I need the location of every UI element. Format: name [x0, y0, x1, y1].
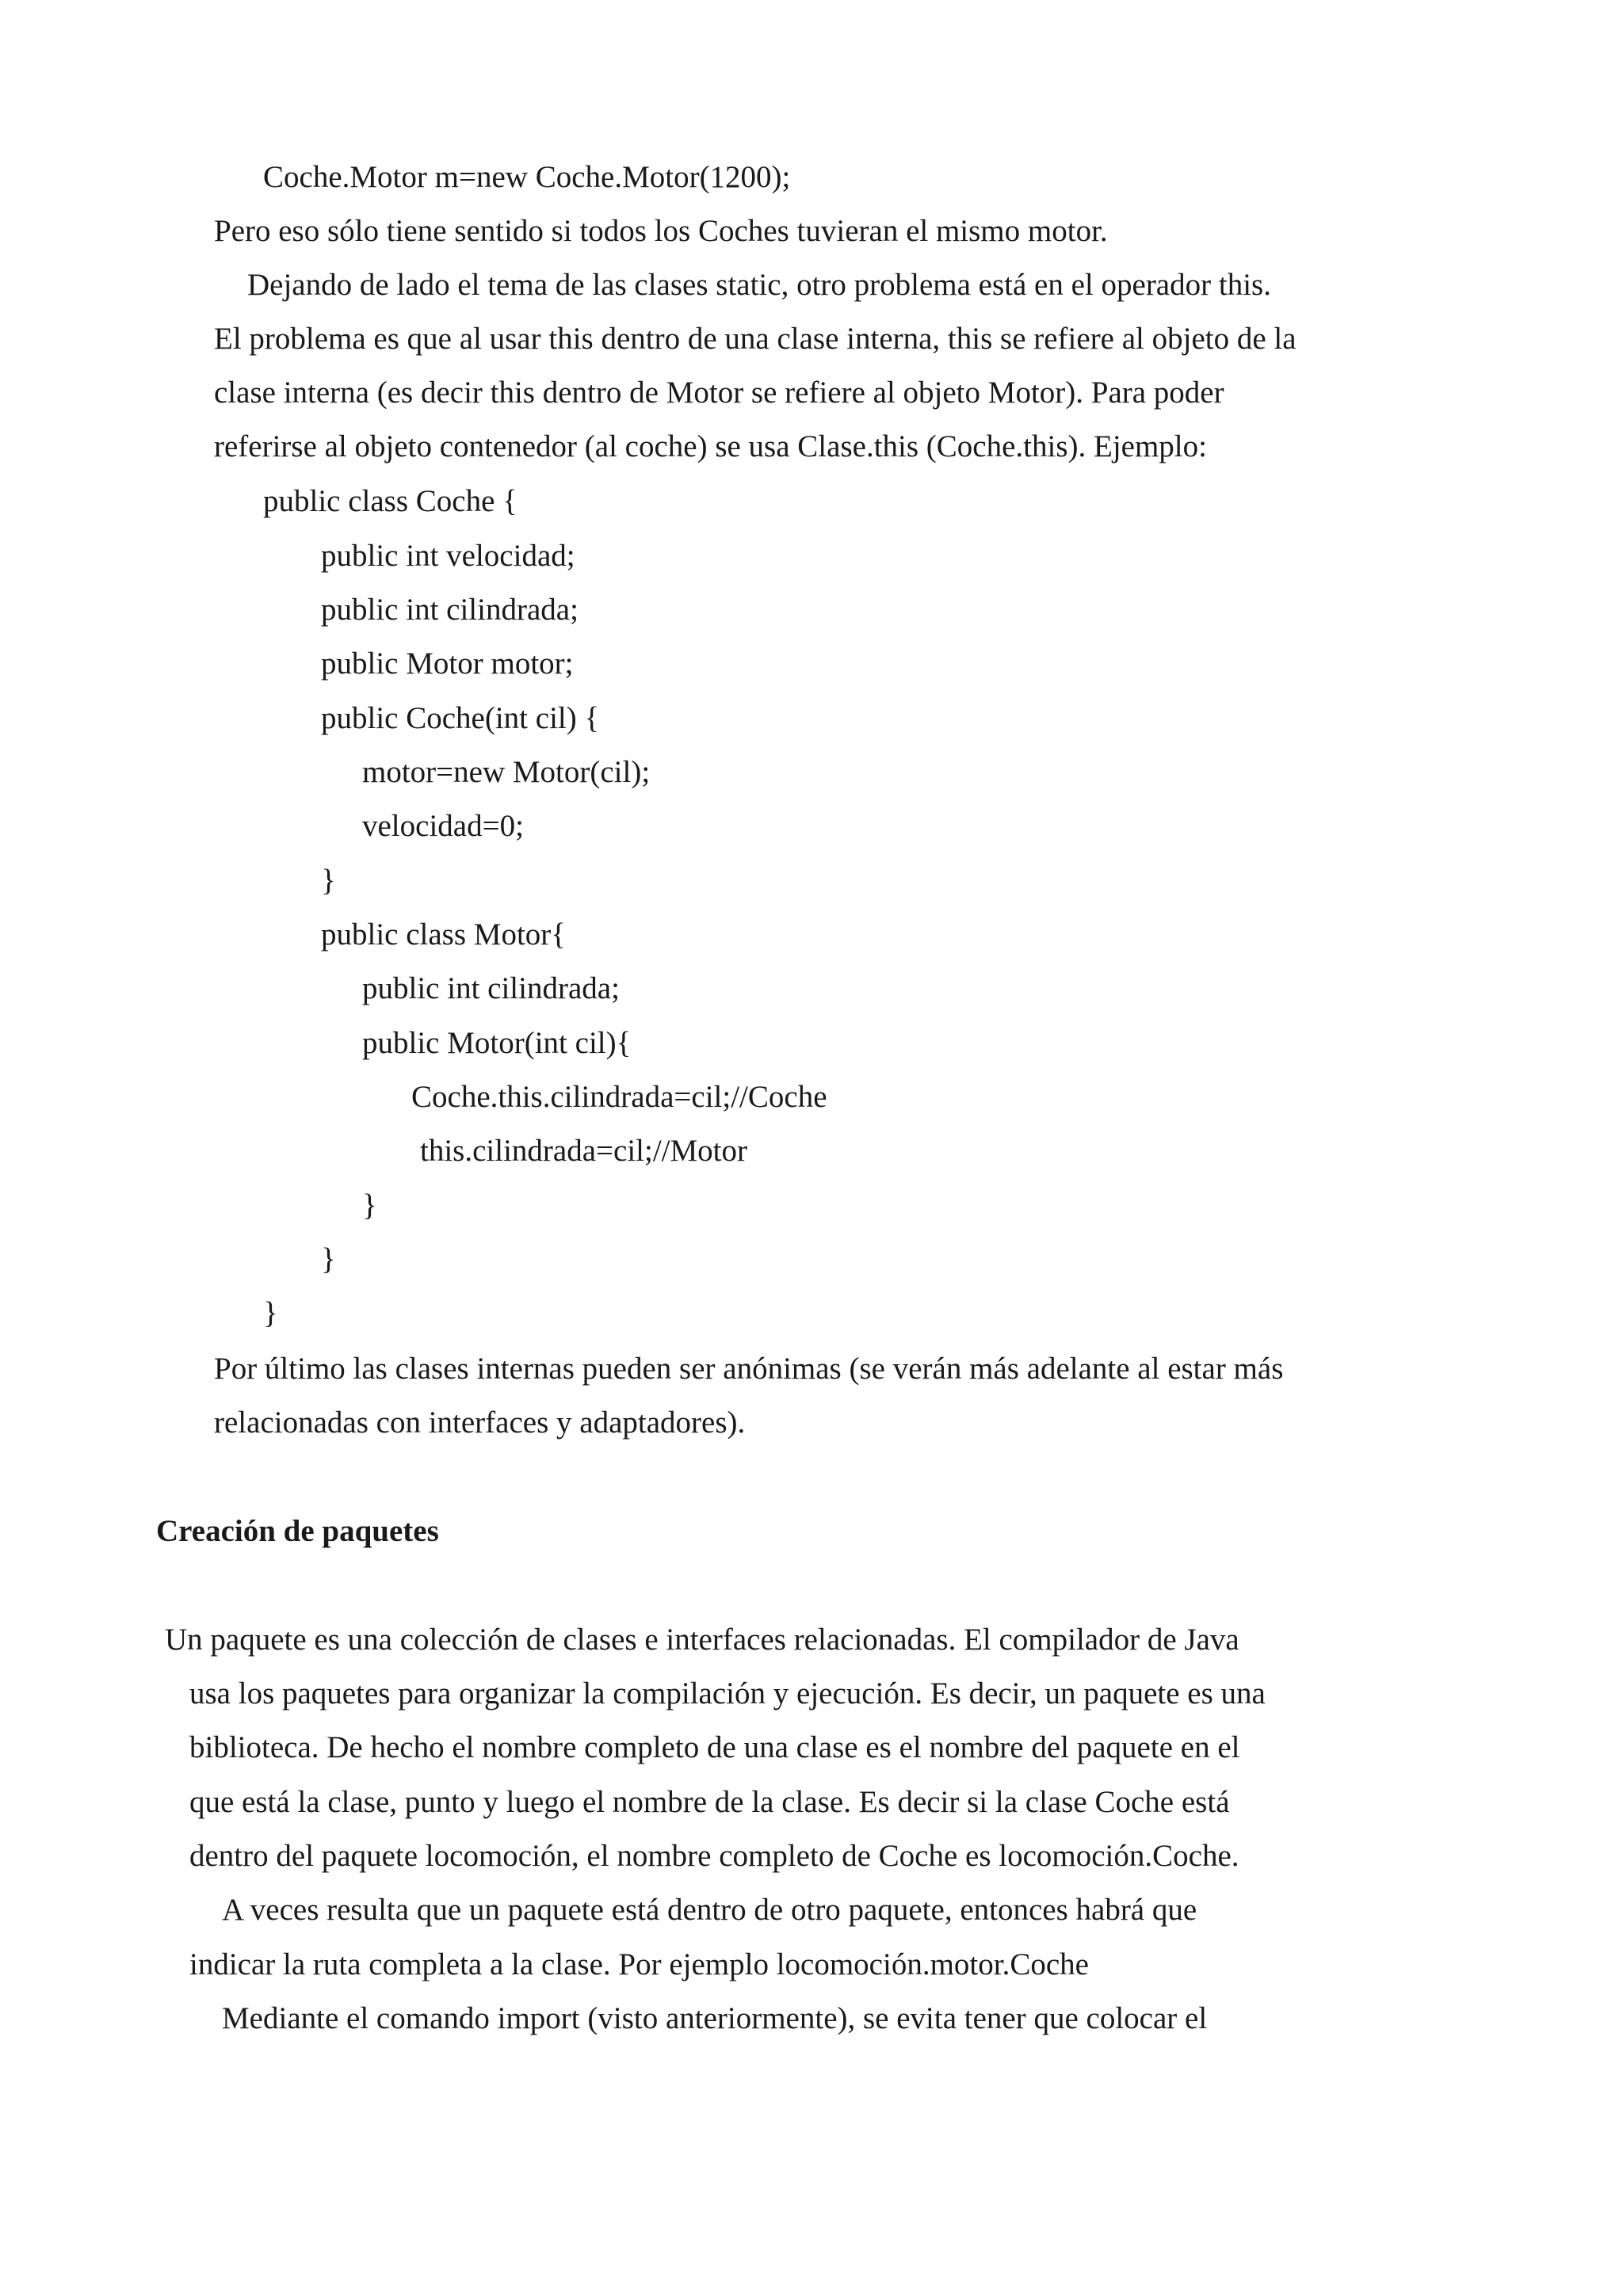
code-line: }	[321, 864, 336, 898]
code-line: velocidad=0;	[362, 809, 524, 843]
code-line: public int velocidad;	[321, 539, 575, 573]
paragraph-line: A veces resulta que un paquete está dentro de otro paquete, entonces habrá que	[222, 1893, 1197, 1927]
code-line: Coche.this.cilindrada=cil;//Coche	[411, 1080, 827, 1114]
code-line: this.cilindrada=cil;//Motor	[420, 1134, 748, 1168]
paragraph-line: Un paquete es una colección de clases e interfaces relacionadas. El compilador de Java	[165, 1623, 1239, 1657]
code-line: }	[362, 1188, 377, 1222]
paragraph-line: clase interna (es decir this dentro de Motor se refiere al objeto Motor). Para poder	[214, 376, 1224, 410]
paragraph-line: Mediante el comando import (visto anteriormente), se evita tener que colocar el	[222, 2001, 1208, 2035]
section-heading: Creación de paquetes	[156, 1514, 439, 1548]
paragraph-line: indicar la ruta completa a la clase. Por ejemplo locomoción.motor.Coche	[189, 1947, 1089, 1981]
paragraph-line: relacionadas con interfaces y adaptadores).	[214, 1405, 746, 1440]
code-line: public int cilindrada;	[321, 593, 579, 627]
code-line: public Coche(int cil) {	[321, 701, 600, 735]
code-line: public Motor motor;	[321, 646, 574, 681]
paragraph-line: Por último las clases internas pueden ser anónimas (se verán más adelante al estar más	[214, 1352, 1284, 1386]
paragraph-line: Pero eso sólo tiene sentido si todos los Coches tuvieran el mismo motor.	[214, 214, 1108, 248]
paragraph-line: referirse al objeto contenedor (al coche) se usa Clase.this (Coche.this). Ejemplo:	[214, 429, 1207, 463]
paragraph-line: dentro del paquete locomoción, el nombre completo de Coche es locomoción.Coche.	[189, 1839, 1239, 1873]
code-line: }	[321, 1242, 336, 1276]
code-line: Coche.Motor m=new Coche.Motor(1200);	[263, 160, 791, 194]
paragraph-line: biblioteca. De hecho el nombre completo de una clase es el nombre del paquete en el	[189, 1730, 1240, 1764]
paragraph-line: usa los paquetes para organizar la compilación y ejecución. Es decir, un paquete es una	[189, 1676, 1266, 1711]
paragraph-line: El problema es que al usar this dentro de una clase interna, this se refiere al objeto de la	[214, 322, 1296, 356]
code-line: motor=new Motor(cil);	[362, 755, 651, 789]
code-line: public class Motor{	[321, 917, 567, 952]
paragraph-line: que está la clase, punto y luego el nombre de la clase. Es decir si la clase Coche está	[189, 1785, 1230, 1819]
code-line: }	[263, 1296, 278, 1330]
paragraph-line: Dejando de lado el tema de las clases static, otro problema está en el operador this.	[247, 268, 1271, 302]
code-line: public class Coche {	[263, 484, 517, 518]
code-line: public int cilindrada;	[362, 971, 620, 1005]
code-line: public Motor(int cil){	[362, 1026, 632, 1060]
